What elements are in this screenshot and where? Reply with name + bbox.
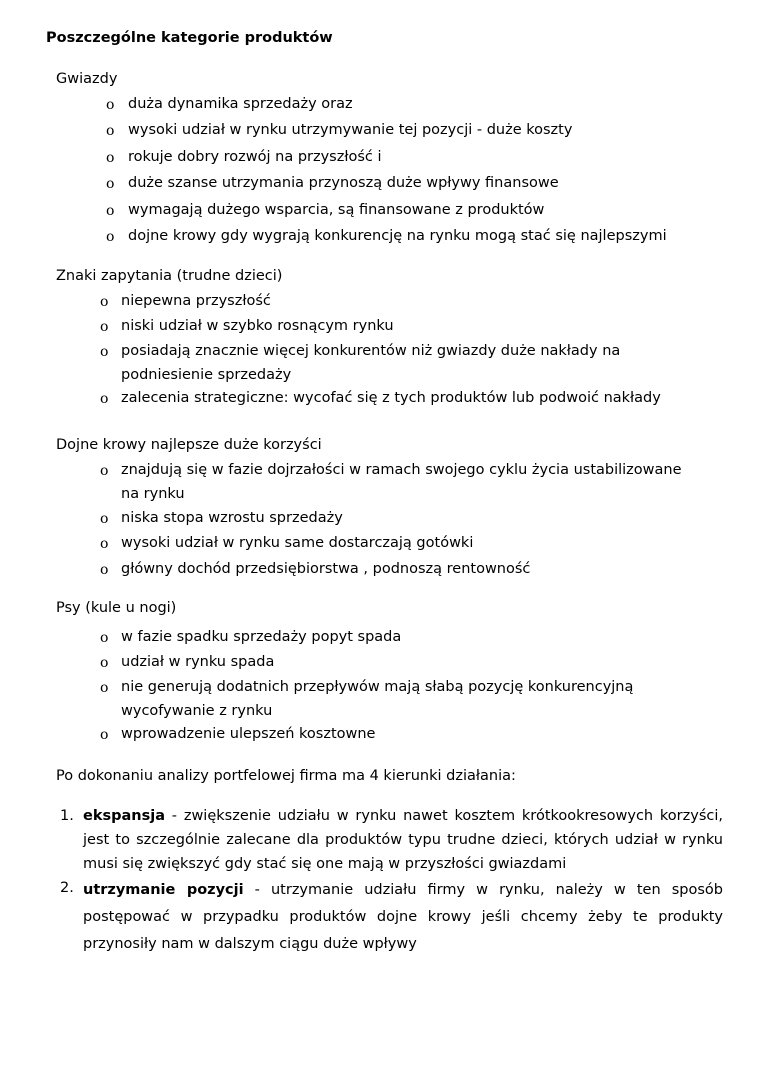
bullet-icon: o [100,536,109,552]
bullet-icon: o [106,123,115,139]
list-item: dojne krowy gdy wygrają konkurencję na rynku mogą stać się najlepszymi [128,228,667,244]
bullet-icon: o [100,562,109,578]
bullet-icon: o [100,463,109,479]
list-item: znajdują się w fazie dojrzałości w ramach swojego cyklu życia ustabilizowane na rynku [121,462,682,502]
bullet-icon: o [106,176,115,192]
category-title-znaki-zapytania: Znaki zapytania (trudne dzieci) [56,268,283,284]
list-item: rokuje dobry rozwój na przyszłość i [128,149,382,165]
list-item: wysoki udział w rynku same dostarczają gotówki [121,535,474,551]
bullet-icon: o [100,511,109,527]
list-item: niska stopa wzrostu sprzedaży [121,510,343,526]
bullet-icon: o [106,150,115,166]
list-item: duże szanse utrzymania przynoszą duże wpływy finansowe [128,175,559,191]
list-number: 1. [60,808,74,824]
bullet-icon: o [100,391,109,407]
list-item: główny dochód przedsiębiorstwa , podnoszą rentowność [121,561,531,577]
list-item: wymagają dużego wsparcia, są finansowane z produktów [128,202,545,218]
bullet-icon: o [100,727,109,743]
list-item: w fazie spadku sprzedaży popyt spada [121,629,402,645]
bullet-icon: o [100,655,109,671]
list-item: udział w rynku spada [121,654,275,670]
list-item: posiadają znacznie więcej konkurentów niż gwiazdy duże nakłady na podniesienie sprzedaży [121,343,621,383]
list-item: niski udział w szybko rosnącym rynku [121,318,394,334]
direction-text: - utrzymanie udziału firmy w rynku, należy w ten sposób postępować w przypadku produktów dojne krowy jeśli chcemy żeby te produkty przynosiły nam w dalszym ciągu duże wpływy [83,882,723,952]
bullet-icon: o [100,319,109,335]
list-number: 2. [60,880,74,896]
list-item: zalecenia strategiczne: wycofać się z tych produktów lub podwoić nakłady [121,390,661,406]
direction-term: ekspansja [83,808,165,824]
bullet-icon: o [100,680,109,696]
direction-item [83,804,723,876]
bullet-icon: o [100,344,109,360]
summary-paragraph: Po dokonaniu analizy portfelowej firma ma 4 kierunki działania: [56,768,516,784]
list-item: wprowadzenie ulepszeń kosztowne [121,726,376,742]
document-title: Poszczególne kategorie produktów [46,30,333,46]
bullet-icon: o [106,203,115,219]
category-title-dojne-krowy: Dojne krowy najlepsze duże korzyści [56,437,322,453]
direction-item [83,877,723,958]
category-title-psy: Psy (kule u nogi) [56,600,177,616]
list-item: niepewna przyszłość [121,293,271,309]
bullet-icon: o [106,97,115,113]
category-title-gwiazdy: Gwiazdy [56,71,118,87]
list-item: duża dynamika sprzedaży oraz [128,96,353,112]
list-item: nie generują dodatnich przepływów mają słabą pozycję konkurencyjną wycofywanie z rynku [121,679,634,719]
bullet-icon: o [100,630,109,646]
bullet-icon: o [100,294,109,310]
direction-text: - zwiększenie udziału w rynku nawet kosztem krótkookresowych korzyści, jest to szczególnie zalecane dla produktów typu trudne dzieci, których udział w rynku musi się zwiększyć gdy stać się one mają w przyszłości gwiazdami [83,808,723,872]
direction-term: utrzymanie pozycji [83,882,244,898]
list-item: wysoki udział w rynku utrzymywanie tej pozycji - duże koszty [128,122,573,138]
bullet-icon: o [106,229,115,245]
